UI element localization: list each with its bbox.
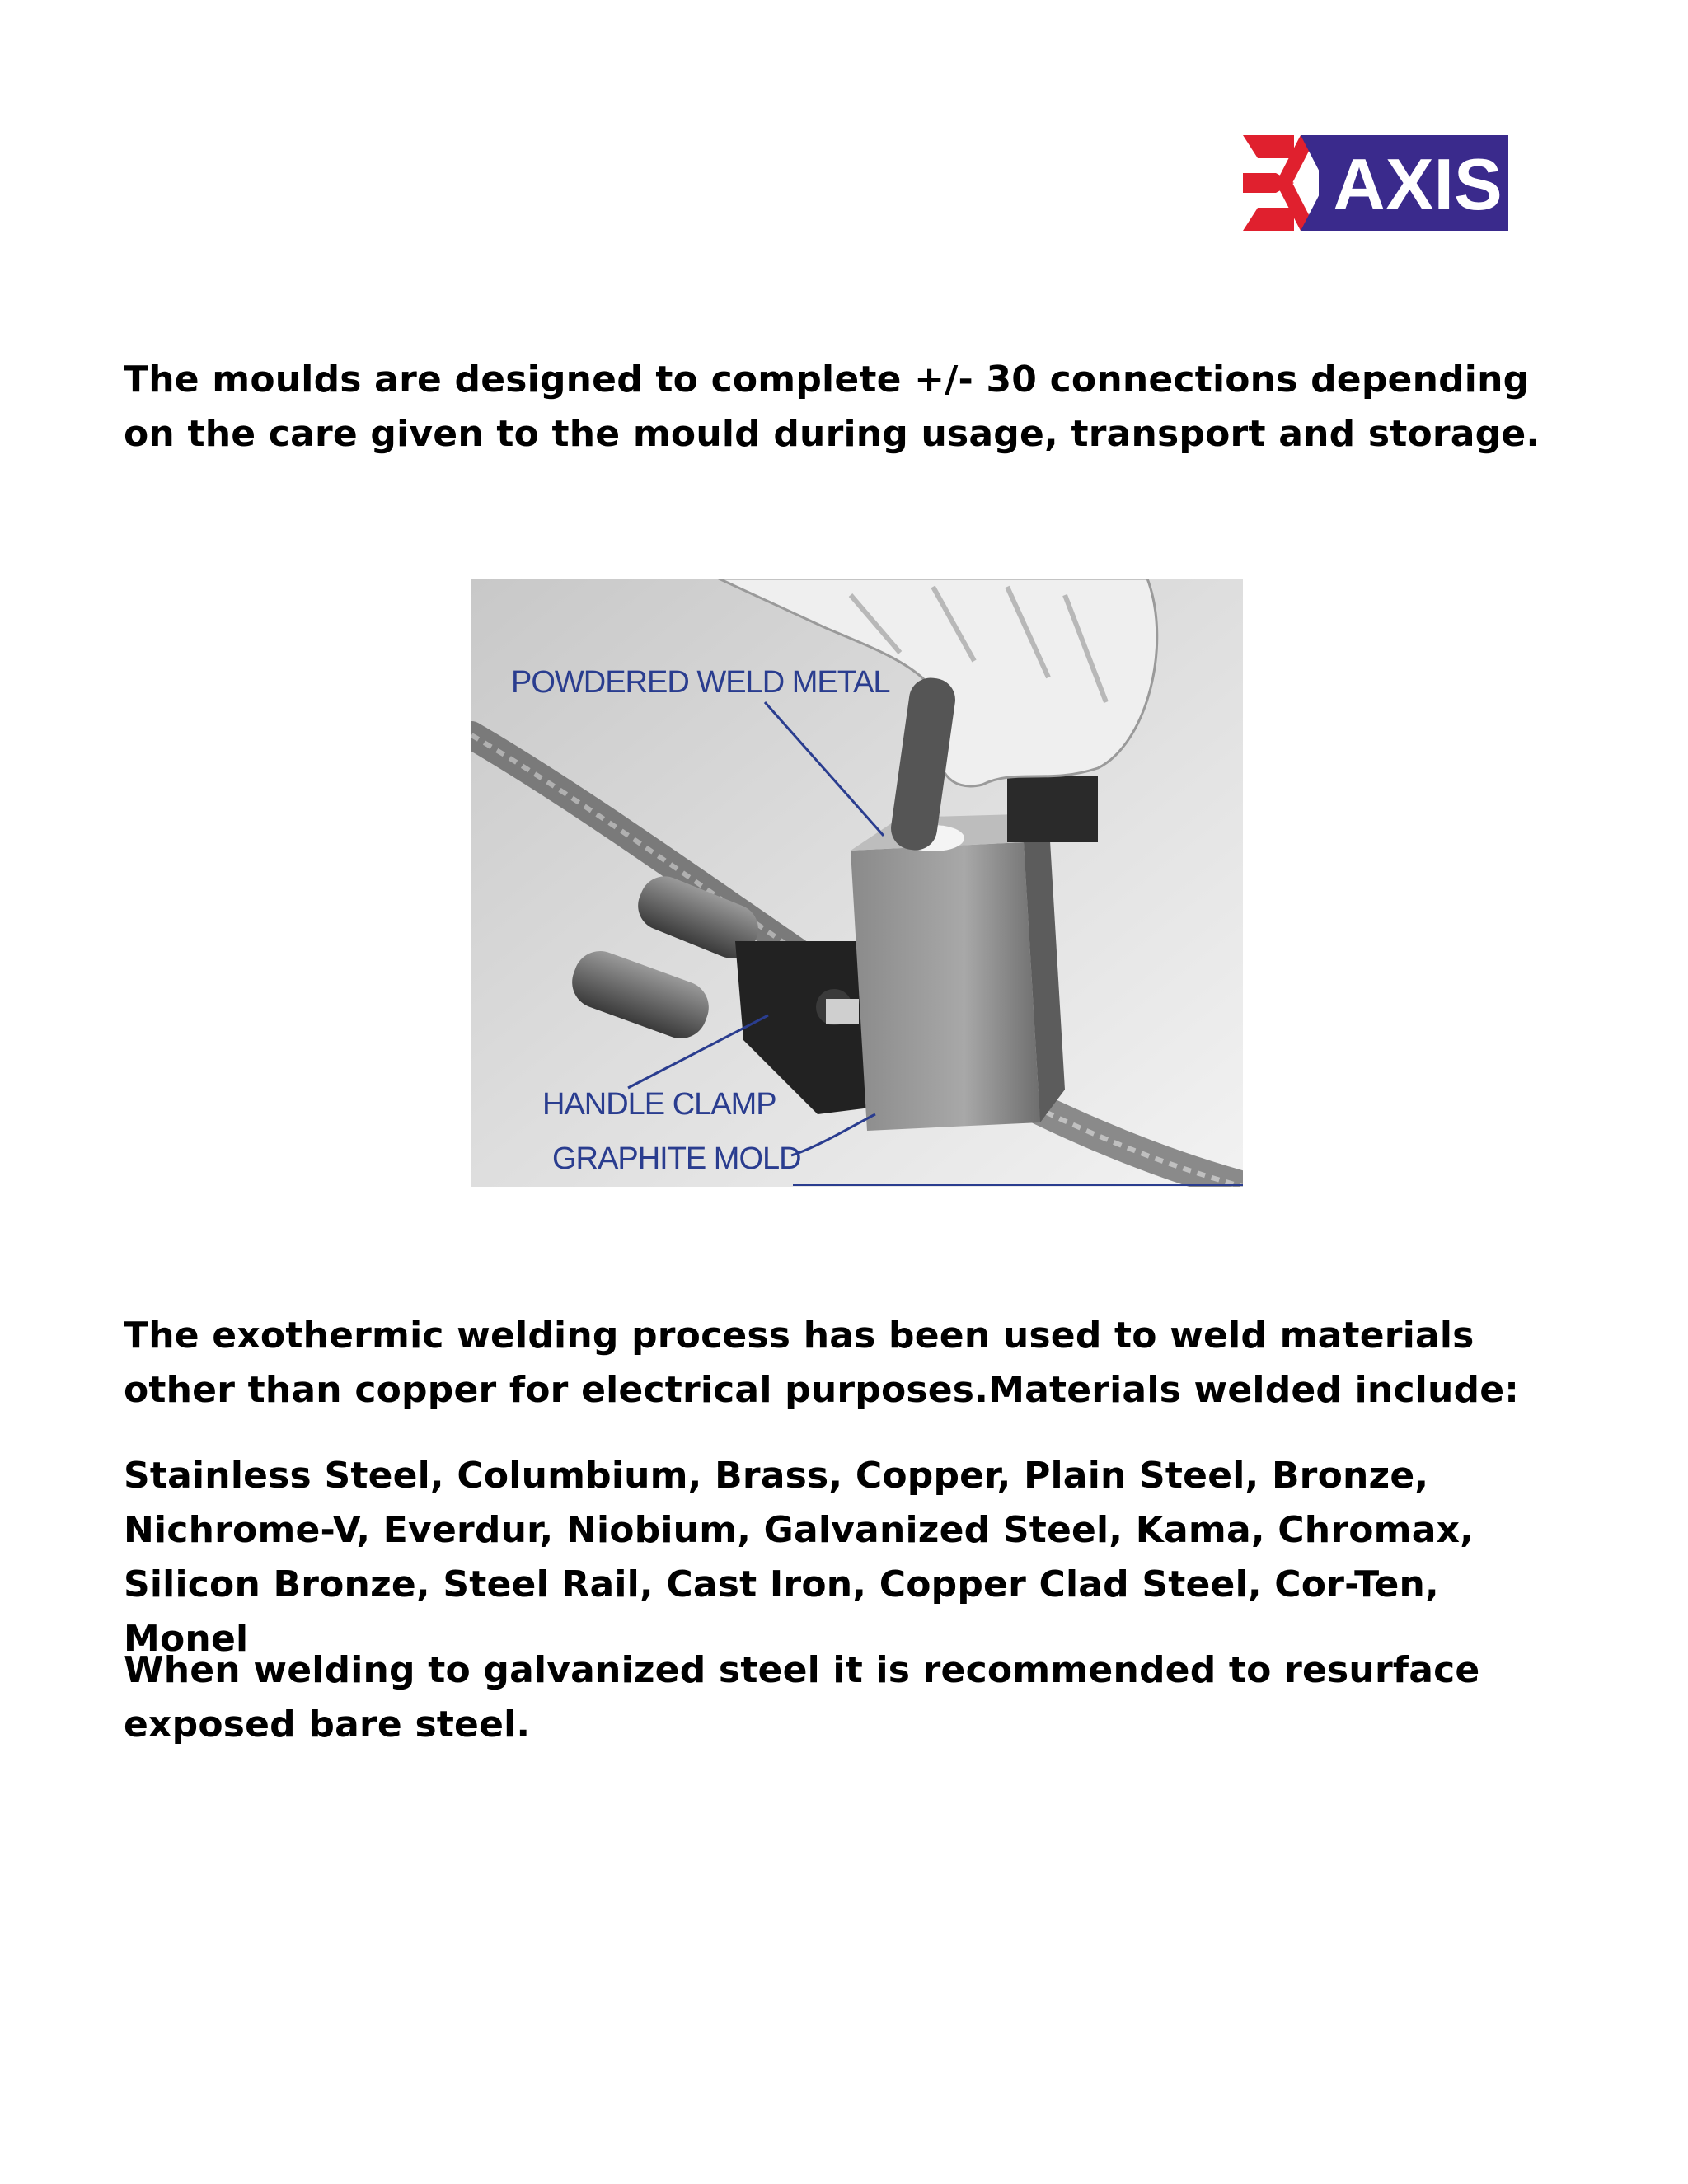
mould-illustration <box>471 579 1243 1187</box>
process-paragraph: The exothermic welding process has been used to weld materials other than copper for electrical purposes.Materials welded include: <box>124 1315 1520 1411</box>
materials-paragraph: Stainless Steel, Columbium, Brass, Copper, Plain Steel, Bronze, Nichrome-V, Everdur, Niobium, Galvanized Steel, Kama, Chromax, Silicon Bronze, Steel Rail, Cast Iron, Copper Clad Steel, Cor-Ten, Monel <box>124 1455 1475 1660</box>
galvanized-paragraph: When welding to galvanized steel it is recommended to resurface exposed bare steel. <box>124 1649 1480 1746</box>
mould-photo <box>471 579 1243 1187</box>
label-handle-clamp: HANDLE CLAMP <box>542 1087 776 1122</box>
axis-logo-graphic <box>1243 134 1508 232</box>
graphite-mold-block <box>851 842 1040 1131</box>
logo-text: AXIS <box>1333 143 1503 225</box>
label-graphite-mold: GRAPHITE MOLD <box>552 1141 801 1176</box>
label-powdered-weld-metal: POWDERED WELD METAL <box>511 665 890 700</box>
clamp-bolt <box>826 999 859 1024</box>
upper-clamp <box>1007 776 1098 842</box>
axis-logo <box>1243 134 1508 232</box>
intro-paragraph: The moulds are designed to complete +/- 30 connections depending on the care given to the mould during usage, transport and storage. <box>124 359 1540 455</box>
logo-arrow-top <box>1243 135 1294 158</box>
logo-arrow-bottom <box>1243 208 1294 231</box>
